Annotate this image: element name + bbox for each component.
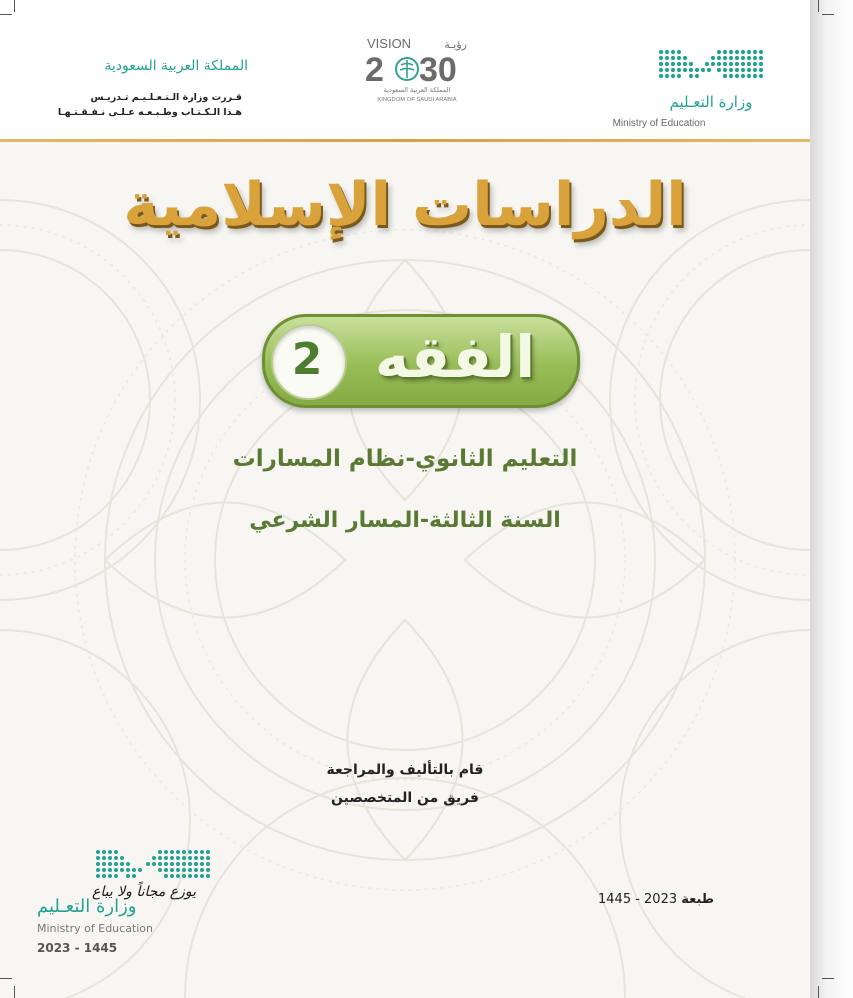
ministry-of-education-logo [605, 46, 765, 131]
crop-mark [818, 986, 819, 998]
decree-line-2: هـذا الـكـتـاب وطـبـعـه عـلـى نـفـقـتـهـا [57, 107, 242, 118]
edition-label: طبعة [681, 892, 715, 907]
ministry-english-name: Ministry of Education [612, 118, 706, 129]
subtitle-stage: التعليم الثانوي-نظام المسارات [232, 446, 578, 472]
page-edge-shadow [810, 0, 853, 998]
ministry-dots-icon [659, 50, 763, 78]
vision-word: VISION [367, 36, 412, 51]
free-distribution-note: يوزع مجاناً ولا يباع [92, 884, 197, 900]
crop-mark [14, 0, 15, 12]
crop-mark [822, 978, 834, 979]
crop-mark [818, 0, 819, 12]
decree-line-1: قـررت وزارة الـتـعـلـيـم تـدريـس [90, 92, 242, 103]
crop-mark [0, 14, 12, 15]
footer-ministry-english: Ministry of Education [37, 922, 154, 935]
crop-mark [0, 978, 12, 979]
crop-mark [822, 14, 834, 15]
subtitle-track: السنة الثالثة-المسار الشرعي [249, 508, 561, 533]
vision-arabic-kingdom: المملكة العربية السعودية [383, 86, 451, 94]
palm-emblem-icon [396, 58, 418, 80]
vision-2030-logo [363, 34, 471, 104]
crop-mark [14, 986, 15, 998]
vision-arabic: رؤيـة [444, 38, 467, 51]
edition-info [598, 892, 714, 907]
edition-years: 1445 - 2023 [598, 892, 678, 907]
volume-number: 2 [291, 334, 323, 385]
vision-year-2: 2 [365, 51, 384, 89]
ministry-arabic-name: وزارة التعـليم [669, 93, 753, 111]
authorship-line: قام بالتأليف والمراجعة [326, 762, 484, 778]
vision-english-kingdom: KINGDOM OF SAUDI ARABIA [377, 97, 457, 103]
book-title: الدراسات الإسلامية [123, 170, 687, 240]
header-divider [0, 139, 810, 142]
footer-ministry-arabic: وزارة التعـليم [37, 896, 137, 917]
subject-name: الفقه [374, 323, 536, 391]
authors-line: فريق من المتخصصين [331, 790, 479, 806]
footer-year: 2023 - 1445 [37, 941, 118, 955]
footer-ministry-dots-icon [96, 850, 210, 878]
vision-year-30: 30 [419, 51, 457, 89]
kingdom-name: المملكة العربية السعودية [104, 58, 248, 74]
